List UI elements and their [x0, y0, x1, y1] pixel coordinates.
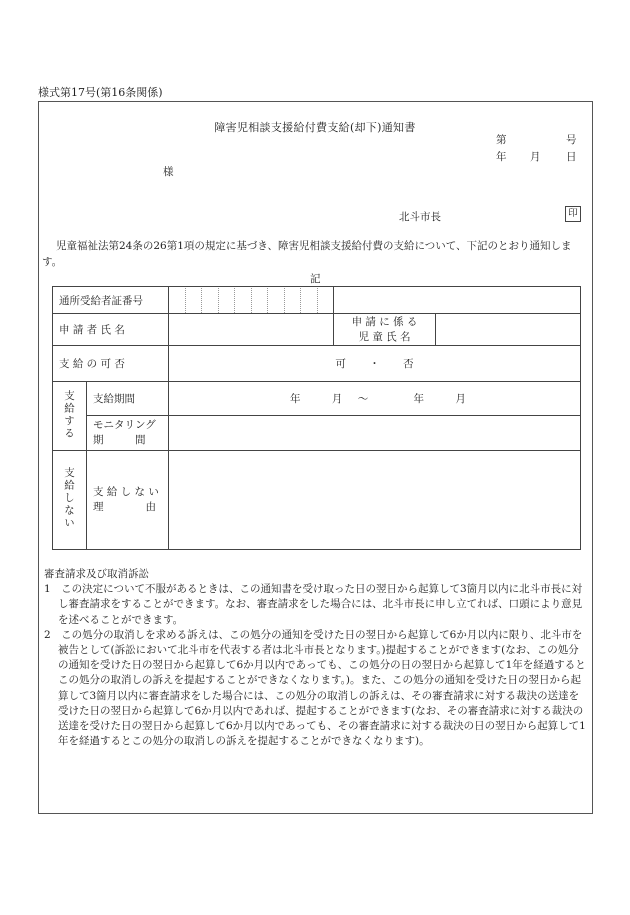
monitoring-label: [87, 416, 169, 451]
approval-choice[interactable]: [169, 346, 581, 382]
deny-group-cell: [53, 451, 87, 550]
child-label-line1: 申 請 に 係 る: [351, 315, 418, 328]
seal-mark: 印: [565, 206, 581, 222]
child-label-line2: 児 童 氏 名: [358, 330, 411, 343]
approval-label: 支 給 の 可 否: [53, 346, 169, 382]
monitoring-label-line1: モニタリング: [93, 419, 156, 431]
approval-separator: ・: [369, 358, 380, 370]
details-table: [52, 286, 581, 550]
deny-reason-line2: 理 由: [93, 501, 156, 513]
appeal-heading: 審査請求及び取消訴訟: [44, 568, 149, 580]
cert-number-label: 通所受給者証番号: [53, 287, 169, 314]
date-month: 月: [530, 151, 541, 163]
cert-number-extra: [334, 287, 581, 314]
applicant-name-label: 申 請 者 氏 名: [53, 314, 169, 346]
table-row: [53, 451, 581, 550]
appeal-item-2: 2 この処分の取消しを求める訴えは、この処分の通知を受けた日の翌日から起算して6か月以内に限り、北斗市を被告として(訴訟において北斗市を代表する者は北斗市長となります。)提起することができます(なお、この処分の通知を受けた日の翌日から起算して6か月以内であっても、この処分の日の翌日から起算して1年を経過するとこの処分の取消しの訴えを提起することができなくなります。)。また、この処分の通知を受けた日の翌日から起算して3箇月以内に審査請求をした場合には、この処分の取消しの訴えは、その審査請求に対する裁決の送達を受けた日の翌日から起算して6か月以内であれば、提起することができます(なお、その審査請求に対する裁決の送達を受けた日の翌日から起算して6か月以内であっても、その審査請求に対する裁決の日の翌日から起算して1年を経過するとこの処分の取消しの訴えを提起することができなくなります)。: [44, 628, 586, 748]
period-label: 支給期間: [87, 382, 169, 416]
table-row: [53, 314, 581, 346]
addressee-suffix: 様: [163, 166, 174, 178]
child-name-field[interactable]: [436, 314, 581, 346]
table-row: [53, 287, 581, 314]
monitoring-field[interactable]: [169, 416, 581, 451]
document-title: 障害児相談支援給付費支給(却下)通知書: [214, 121, 416, 134]
form-number-label: 様式第17号(第16条関係): [38, 86, 163, 99]
issuer-name: 北斗市長: [399, 211, 441, 223]
ki-marker: 記: [310, 273, 321, 285]
applicant-name-field[interactable]: [169, 314, 334, 346]
deny-reason-line1: 支 給 し な い: [93, 486, 159, 498]
table-row: [53, 416, 581, 451]
date-year: 年: [496, 151, 507, 163]
intro-paragraph: 児童福祉法第24条の26第1項の規定に基づき、障害児相談支援給付費の支給について、下記のとおり通知します。: [42, 240, 572, 268]
table-row: [53, 382, 581, 416]
approval-yes[interactable]: 可: [335, 358, 346, 370]
date-day: 日: [566, 151, 577, 163]
appeal-item-1: 1 この決定について不服があるときは、この通知書を受け取った日の翌日から起算して3箇月以内に北斗市長に対し審査請求をすることができます。なお、審査請求をした場合には、北斗市長に申し立てれば、口頭により意見を述べることができます。: [44, 583, 583, 626]
number-suffix: 号: [566, 134, 577, 146]
period-field[interactable]: 年 月 ～ 年 月: [169, 382, 581, 416]
child-name-label: [334, 314, 436, 346]
approval-no[interactable]: 否: [403, 358, 414, 370]
deny-group-label: 支給しない: [63, 467, 75, 530]
deny-reason-field[interactable]: [169, 451, 581, 550]
cert-number-boxes[interactable]: [169, 287, 334, 314]
table-row: [53, 346, 581, 382]
grant-group-cell: [53, 382, 87, 451]
monitoring-label-line2: 期 間: [93, 434, 146, 446]
appeal-section: [44, 567, 589, 749]
grant-group-label: 支給する: [63, 389, 75, 440]
number-prefix: 第: [496, 134, 507, 146]
deny-reason-label: [87, 451, 169, 550]
